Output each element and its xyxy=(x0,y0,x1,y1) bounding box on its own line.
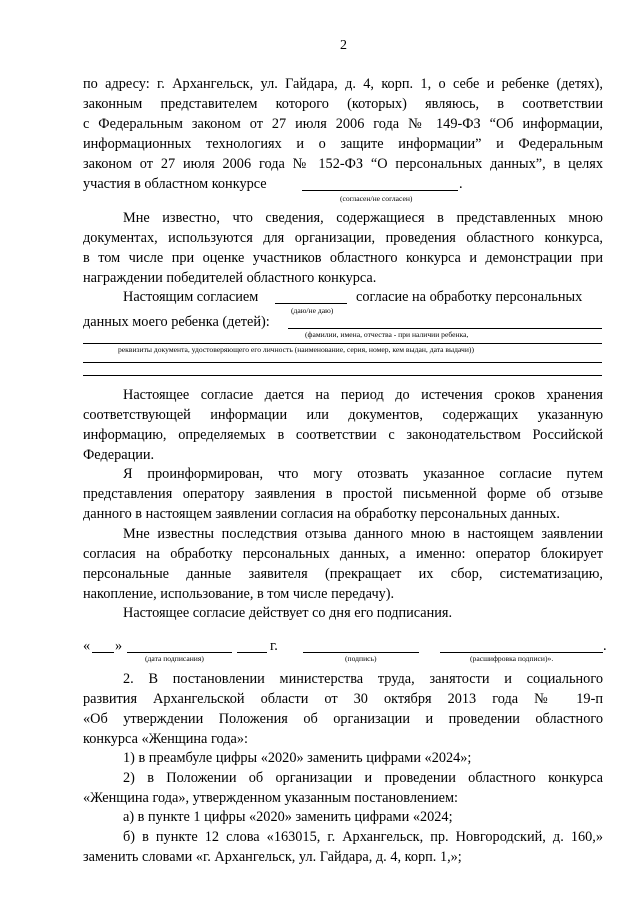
p4-line-4: Федерации. xyxy=(83,447,155,463)
sig-month-blank xyxy=(127,652,232,653)
sig-day-blank xyxy=(92,652,114,653)
p8-line-3: «Об утверждении Положения об организации и проведении областного xyxy=(83,711,603,727)
item-1: 1) в преамбуле цифры «2020» заменить цифрами «2024»; xyxy=(123,750,472,766)
p2-line-1: Мне известно, что сведения, содержащиеся в представленных мною xyxy=(123,210,603,226)
p1-line-3: с Федеральным законом от 27 июля 2006 года № 149-ФЗ “Об информации, xyxy=(83,116,603,132)
p2-line-3: в том числе при оценке участников областного конкурса и демонстрации при xyxy=(83,250,603,266)
sig-year-label: г. xyxy=(270,638,278,654)
p8-line-4: конкурса «Женщина года»: xyxy=(83,731,248,747)
p3-part-c: данных моего ребенка (детей): xyxy=(83,314,270,330)
sig-quote-close: » xyxy=(115,638,123,654)
p2-line-4: награждении победителей областного конкурса. xyxy=(83,270,377,286)
p6-line-1: Мне известны последствия отзыва данного мною в настоящем заявлении xyxy=(123,526,603,542)
sig-decode-blank xyxy=(440,652,603,653)
caption-decode: (расшифровка подписи)». xyxy=(470,654,554,663)
p6-line-2: согласия на обработку персональных данных, а именно: оператор блокирует xyxy=(83,546,603,562)
caption-dayu: (даю/не даю) xyxy=(291,306,334,315)
item-b-line-1: б) в пункте 12 слова «163015, г. Архангельск, пр. Новгородский, д. 160,» xyxy=(123,829,603,845)
caption-fio: (фамилии, имена, отчества - при наличии ребенка, xyxy=(305,330,469,339)
item-b-line-2: заменить словами «г. Архангельск, ул. Гайдара, д. 4, корп. 1,»; xyxy=(83,849,462,865)
p6-line-4: накопление, использование, в том числе передачу). xyxy=(83,586,395,602)
p3-part-b: согласие на обработку персональных xyxy=(356,289,583,305)
p9-line-2: «Женщина года», утвержденном указанным постановлением: xyxy=(83,790,458,806)
p5-line-2: представления оператору заявления в простой письменной форме об отзыве xyxy=(83,486,603,502)
p3-part-a: Настоящим согласием xyxy=(123,289,259,305)
p4-line-1: Настоящее согласие дается на период до истечения сроков хранения xyxy=(123,387,603,403)
caption-signature: (подпись) xyxy=(345,654,377,663)
document-blank-line xyxy=(83,343,602,344)
p8-line-1: 2. В постановлении министерства труда, занятости и социального xyxy=(123,671,603,687)
p1-line-2: законным представителем которого (которых) являюсь, в соответствии xyxy=(83,96,603,112)
p2-line-2: документах, используются для организации, проведения областного конкурса, xyxy=(83,230,603,246)
page-number: 2 xyxy=(340,38,347,53)
p4-line-2: соответствующей информации или документов, содержащих указанную xyxy=(83,407,603,423)
p5-line-3: данного в настоящем заявлении согласия на обработку персональных данных. xyxy=(83,506,560,522)
caption-rekvizity: реквизиты документа, удостоверяющего его личность (наименование, серия, номер, кем выдан, дата выдачи)) xyxy=(118,345,474,354)
item-a: а) в пункте 1 цифры «2020» заменить цифрами «2024; xyxy=(123,809,453,825)
p6-line-3: персональные данные заявителя (прекращает их сбор, систематизацию, xyxy=(83,566,603,582)
p1-line-5: законом от 27 июля 2006 года № 152-ФЗ “О персональных данных”, в целях xyxy=(83,156,603,172)
sig-end-dot: . xyxy=(603,638,607,654)
blank-line-3 xyxy=(83,362,602,363)
child-name-blank-line xyxy=(288,328,602,329)
p1-line-1: по адресу: г. Архангельск, ул. Гайдара, д. 4, корп. 1, о себе и ребенке (детях), xyxy=(83,76,603,92)
caption-date: (дата подписания) xyxy=(145,654,204,663)
blank-line-4 xyxy=(83,375,602,376)
p7-line: Настоящее согласие действует со дня его подписания. xyxy=(123,605,453,621)
p9-line-1: 2) в Положении об организации и проведении областного конкурса xyxy=(123,770,603,786)
p8-line-2: развития Архангельской области от 30 октября 2013 года № 19-п xyxy=(83,691,603,707)
sig-year-blank xyxy=(237,652,267,653)
p1-line-4: информационных технологиях и о защите информации” и Федеральным xyxy=(83,136,603,152)
p1-line-6: участия в областном конкурсе xyxy=(83,176,267,192)
p5-line-1: Я проинформирован, что могу отозвать указанное согласие путем xyxy=(123,466,603,482)
sig-quote-open: « xyxy=(83,638,91,654)
caption-soglasen: (согласен/не согласен) xyxy=(340,194,413,203)
dayu-blank-line xyxy=(275,303,347,304)
consent-blank-line xyxy=(302,190,458,191)
p4-line-3: информацию, определяемых в соответствии с законодательством Российской xyxy=(83,427,603,443)
p1-end-dot: . xyxy=(459,176,463,192)
sig-signature-blank xyxy=(303,652,419,653)
